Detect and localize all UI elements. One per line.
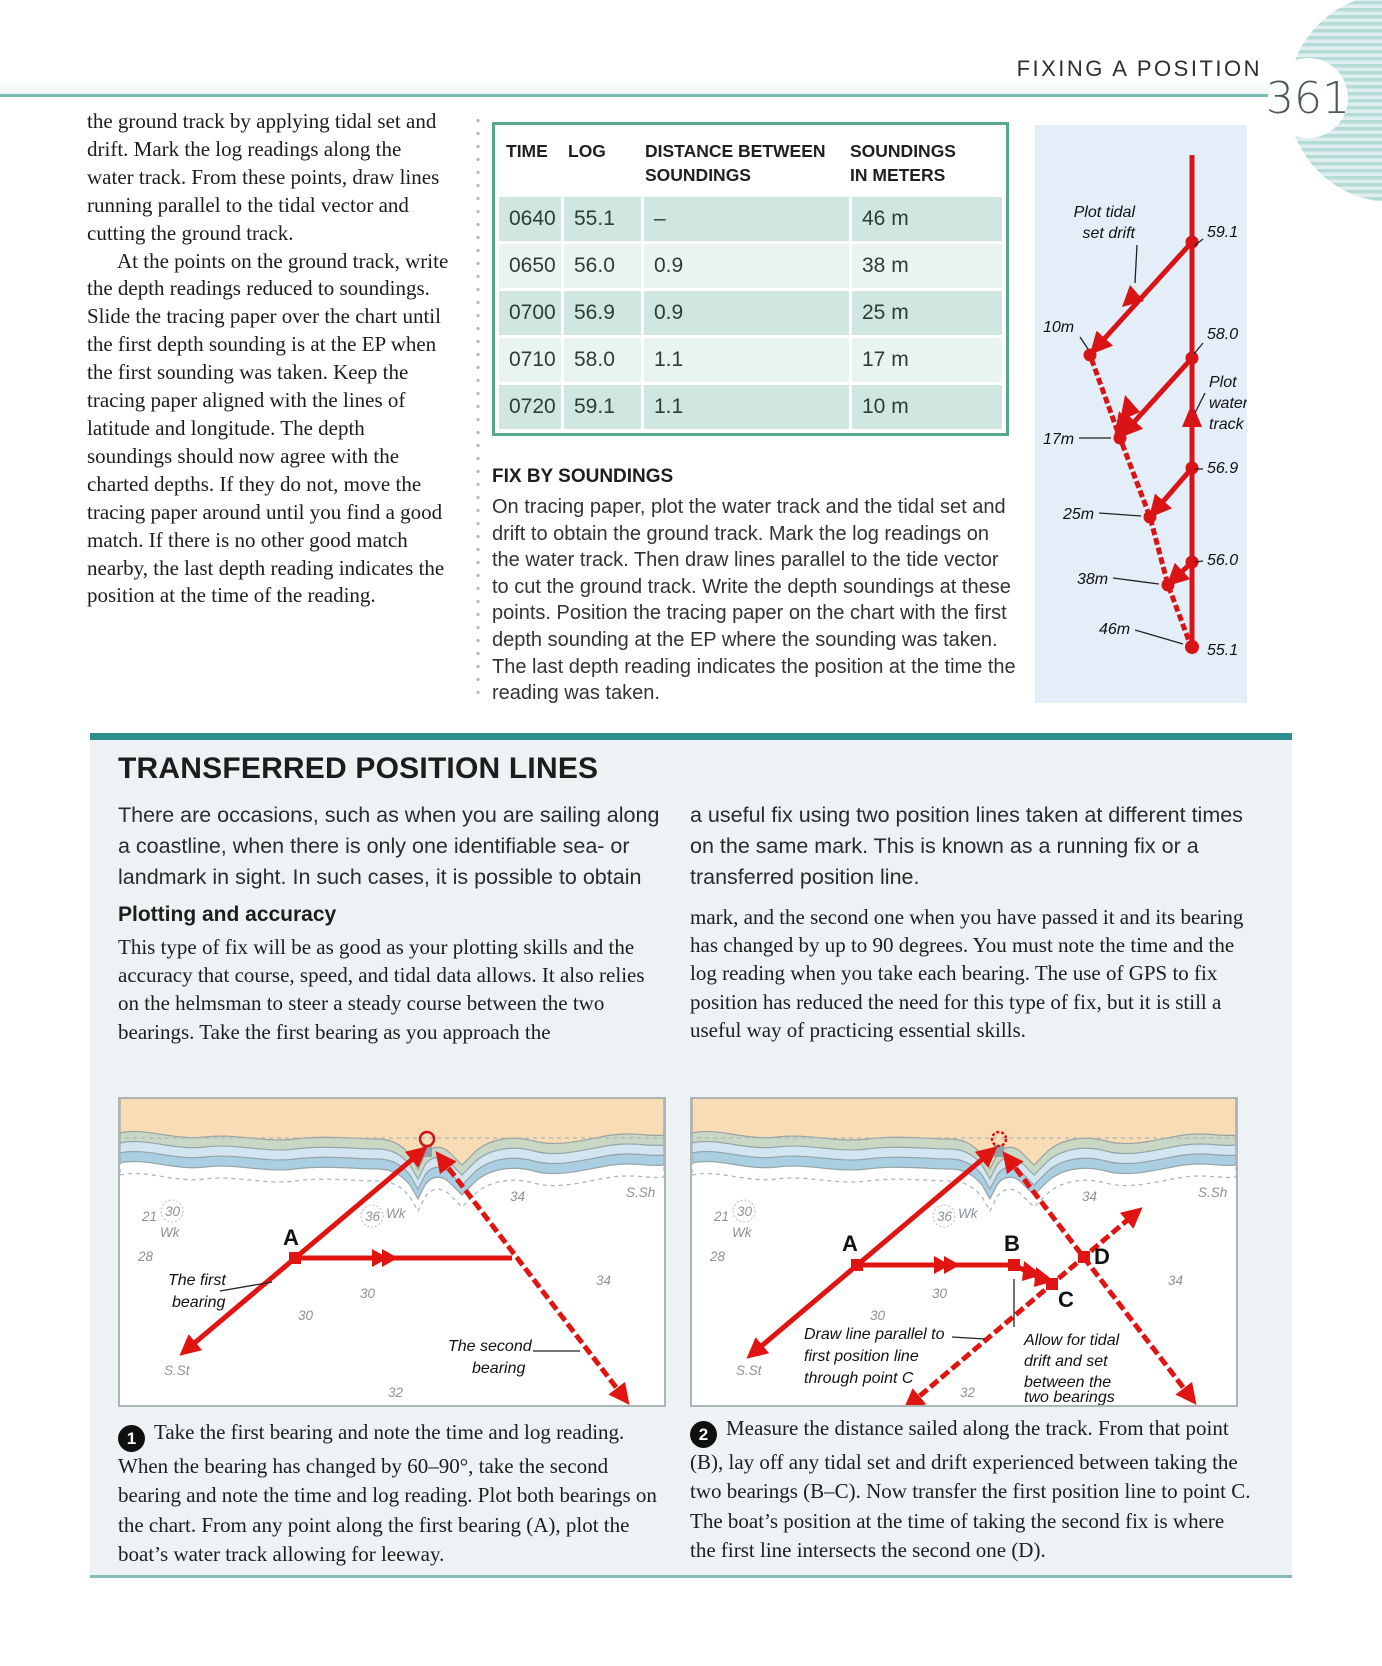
water-track-arrow <box>382 1249 398 1267</box>
cell-time: 0640 <box>499 197 561 241</box>
table-body <box>495 197 1006 433</box>
left-column-text <box>87 108 451 610</box>
cell-sounding: 10 m <box>852 385 1002 429</box>
step-text: Measure the distance sailed along the track. From that point (B), lay off any tidal set and drift experienced between taking the two bearings (B–C). Now transfer the first position line to point C. The boat’s position at the time of taking the second fix is where the first line intersects the second one (D). <box>690 1416 1251 1563</box>
sounding-point-17m <box>1114 432 1127 445</box>
leader-line <box>1135 630 1183 644</box>
header-rule-band <box>0 80 1382 94</box>
depth-label: 46m <box>1099 621 1131 638</box>
depth-number: Wk <box>958 1206 978 1221</box>
depth-label: 25m <box>1063 506 1095 523</box>
log-label: 56.0 <box>1207 552 1239 569</box>
intro-text-left: There are occasions, such as when you are sailing along a coastline, when there is only one identifiable sea- or landmark in sight. In such cases, it is possible to obtain <box>118 803 660 889</box>
depth-number: 36 <box>365 1209 381 1224</box>
depth-number: 21 <box>142 1209 158 1224</box>
ground-track-line <box>1090 355 1192 649</box>
plot-water-label: Plot <box>1209 374 1237 391</box>
soundings-diagram-svg <box>1035 125 1247 703</box>
depth-label: 38m <box>1077 571 1109 588</box>
depth-number: Wk <box>160 1225 180 1240</box>
depth-number: 34 <box>596 1273 612 1288</box>
fix-by-soundings-body: On tracing paper, plot the water track and the tidal set and drift to obtain the ground track. Mark the log readings on the water track. Then draw lines parallel to the tide vector to cut the ground track. Write the depth soundings at these points. Position the tracing paper on the chart with the first depth sounding at the EP where the sounding was taken. The last depth reading indicates the position at the time the reading was taken. <box>492 496 1016 705</box>
water-track-arrow <box>1182 403 1202 427</box>
depth-number: 21 <box>714 1209 730 1224</box>
leader-line <box>1080 337 1088 349</box>
depth-number: 34 <box>1168 1273 1184 1288</box>
point-a-dot <box>289 1252 301 1264</box>
cell-log: 58.0 <box>564 338 641 382</box>
log-point-59-1 <box>1186 236 1199 249</box>
first-bearing-label: bearing <box>172 1294 226 1311</box>
depth-number: 30 <box>932 1286 948 1301</box>
leader-line <box>1195 393 1205 413</box>
leader-line <box>952 1337 985 1339</box>
step-number-badge: 1 <box>118 1425 145 1452</box>
page-number-circle <box>1268 58 1348 138</box>
header-rule <box>0 94 1382 97</box>
cell-time: 0720 <box>499 385 561 429</box>
depth-label: 10m <box>1043 319 1075 336</box>
cell-time: 0710 <box>499 338 561 382</box>
depth-number: 36 <box>937 1209 953 1224</box>
point-label-a: A <box>283 1225 299 1250</box>
cell-log: 55.1 <box>564 197 641 241</box>
body-text-left: This type of fix will be as good as your plotting skills and the accuracy that course, speed, and tidal data allows. It also relies on the helmsman to steer a steady course between the two bearings. Take the first bearing as you approach the <box>118 935 645 1044</box>
chart2-svg <box>692 1099 1236 1405</box>
leader-line <box>1135 245 1137 283</box>
point-b-dot <box>1008 1259 1020 1271</box>
subsection-heading: Plotting and accuracy <box>118 903 337 926</box>
depth-number: Wk <box>386 1206 406 1221</box>
log-label: 56.9 <box>1207 460 1239 477</box>
sounding-point-10m <box>1084 349 1097 362</box>
soundings-table <box>492 122 1009 436</box>
point-label-a: A <box>842 1231 858 1256</box>
leader-line <box>1113 578 1159 584</box>
first-bearing-line <box>752 1151 992 1354</box>
step-caption-2 <box>690 1414 1252 1565</box>
column-header <box>839 139 1006 187</box>
paragraph: At the points on the ground track, write the depth readings reduced to soundings. Slide the tracing paper over the chart until the first depth sounding is at the EP when the first sounding was taken. Keep the tracing paper aligned with the lines of latitude and longitude. The depth soundings should now agree with the charted depths. If they do not, move the tracing paper around until you find a good match. If there is no other good match nearby, the last depth reading indicates the position at the time of the reading. <box>87 248 449 608</box>
log-label: 55.1 <box>1207 642 1239 659</box>
point-label-d: D <box>1094 1244 1110 1269</box>
cell-sounding: 17 m <box>852 338 1002 382</box>
cell-distance: 1.1 <box>644 338 849 382</box>
cell-distance: 0.9 <box>644 291 849 335</box>
depth-number: S.St <box>736 1363 762 1378</box>
cell-distance: – <box>644 197 849 241</box>
column-header <box>557 139 634 187</box>
header-line: LOG <box>568 141 606 161</box>
cell-log: 56.9 <box>564 291 641 335</box>
soundings-diagram <box>1035 125 1247 703</box>
plot-tidal-label: set drift <box>1082 225 1135 242</box>
depth-number: 30 <box>360 1286 376 1301</box>
depth-number: S.St <box>164 1363 190 1378</box>
point-label-b: B <box>1004 1231 1020 1256</box>
intro-text-right: a useful fix using two position lines taken at different times on the same mark. This is known as a running fix or a transferred position line. <box>690 803 1243 889</box>
depth-number: 30 <box>165 1204 181 1219</box>
column-header <box>495 139 557 187</box>
point-d-dot <box>1078 1251 1090 1263</box>
table-header-row <box>495 125 1006 197</box>
header-line: TIME <box>506 141 548 161</box>
fix-by-soundings-heading: FIX BY SOUNDINGS <box>492 466 674 487</box>
chart-transferred-line <box>690 1097 1238 1407</box>
allow-label: Allow for tidal <box>1024 1332 1120 1349</box>
corner-decoration <box>1240 0 1382 208</box>
sounding-point-38m <box>1162 579 1175 592</box>
cell-sounding: 46 m <box>852 197 1002 241</box>
allow-label: two bearings <box>1024 1389 1115 1405</box>
plot-water-label: track <box>1209 416 1244 433</box>
log-point-56-9 <box>1186 462 1199 475</box>
depth-number: 32 <box>960 1385 976 1400</box>
log-label: 58.0 <box>1207 326 1239 343</box>
leader-line <box>1099 513 1141 516</box>
header-line: SOUNDINGS <box>850 141 956 161</box>
depth-number: 28 <box>710 1249 726 1264</box>
plot-water-label: water <box>1209 395 1247 412</box>
depth-number: 30 <box>870 1308 886 1323</box>
body-text-right: mark, and the second one when you have passed it and its bearing has changed by up to 90 degrees. You must note the time and the log reading when you take each bearing. The use of GPS to fix position has reduced the need for this type of fix, but it is still a useful way of practicing essential skills. <box>690 905 1244 1042</box>
cell-distance: 1.1 <box>644 385 849 429</box>
allow-label: drift and set <box>1024 1353 1108 1370</box>
depth-number: Wk <box>732 1225 752 1240</box>
chart1-svg <box>120 1099 664 1405</box>
cell-distance: 0.9 <box>644 244 849 288</box>
leader-line <box>1194 343 1203 354</box>
tide-vector-line <box>1154 468 1192 512</box>
parallel-label: Draw line parallel to <box>804 1326 945 1343</box>
log-point-58-0 <box>1186 352 1199 365</box>
allow-label: between the <box>1024 1374 1112 1391</box>
step-text: Take the first bearing and note the time and log reading. When the bearing has changed by 60–90°, take the second bearing and note the time and log reading. Plot both bearings on the chart. From any point along the first bearing (A), plot the boat’s water track allowing for leeway. <box>118 1420 657 1567</box>
paragraph: the ground track by applying tidal set and drift. Mark the log readings along the water track. From these points, draw lines running parallel to the tidal vector and cutting the ground track. <box>87 109 440 245</box>
header-line: DISTANCE BETWEEN <box>645 141 826 161</box>
cell-time: 0650 <box>499 244 561 288</box>
point-c-dot <box>1046 1278 1058 1290</box>
plot-tidal-label: Plot tidal <box>1073 204 1135 221</box>
page-number: 361 <box>1266 72 1350 124</box>
depth-number: 34 <box>1082 1189 1098 1204</box>
depth-number: 28 <box>138 1249 154 1264</box>
cell-sounding: 38 m <box>852 244 1002 288</box>
point-a-dot <box>851 1259 863 1271</box>
second-bearing-label: The second <box>448 1338 532 1355</box>
cell-time: 0700 <box>499 291 561 335</box>
header-line: IN METERS <box>850 165 946 185</box>
second-bearing-label: bearing <box>472 1360 526 1377</box>
depth-number: 30 <box>298 1308 314 1323</box>
header-line: SOUNDINGS <box>645 165 751 185</box>
parallel-label: first position line <box>804 1348 919 1365</box>
water-track-arrow <box>944 1256 960 1274</box>
tide-vector-line <box>1095 242 1192 349</box>
depth-label: 17m <box>1043 431 1075 448</box>
column-header <box>634 139 839 187</box>
dotted-column-divider <box>476 114 480 702</box>
depth-number: S.Sh <box>1198 1185 1228 1200</box>
section-title: TRANSFERRED POSITION LINES <box>118 752 599 785</box>
depth-number: 34 <box>510 1189 526 1204</box>
sounding-point-25m <box>1144 511 1157 524</box>
cell-log: 56.0 <box>564 244 641 288</box>
chart-first-second-bearing <box>118 1097 666 1407</box>
depth-number: 32 <box>388 1385 404 1400</box>
step-caption-1 <box>118 1418 670 1569</box>
page-title: FIXING A POSITION <box>1016 56 1262 81</box>
first-bearing-label: The first <box>168 1272 226 1289</box>
depth-number: S.Sh <box>626 1185 656 1200</box>
tide-vector-line <box>1125 358 1192 432</box>
step-number-badge: 2 <box>690 1421 717 1448</box>
point-label-c: C <box>1058 1287 1074 1312</box>
log-point-55-1 <box>1185 640 1199 654</box>
log-label: 59.1 <box>1207 224 1239 241</box>
cell-log: 59.1 <box>564 385 641 429</box>
cell-sounding: 25 m <box>852 291 1002 335</box>
depth-number: 30 <box>737 1204 753 1219</box>
parallel-label: through point C <box>804 1370 914 1387</box>
